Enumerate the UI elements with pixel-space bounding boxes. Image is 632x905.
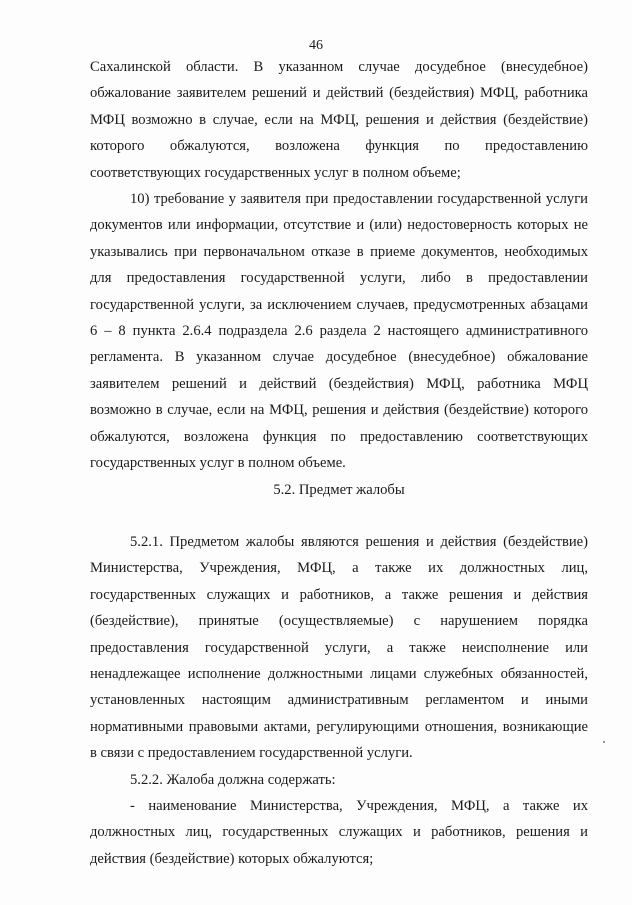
- document-body: [90, 54, 588, 872]
- section-heading: 5.2. Предмет жалобы: [273, 481, 405, 498]
- paragraph-5-2-1: 5.2.1. Предметом жалобы являются решения и действия (бездействие) Министерства, Учреждения, МФЦ, а также их должностных лиц, государственных служащих и работников, а также решения и действия (бездействие), принятые (осуществляемые) с нарушением порядка предоставления государственной услуги, а также неисполнение или ненадлежащее исполнение должностными лицами служебных обязанностей, установленных настоящим административным регламентом и иными нормативными правовыми актами, регулирующими отношения, возникающие в связи с предоставлением государственной услуги.: [90, 533, 588, 762]
- paragraph-5-2-2: 5.2.2. Жалоба должна содержать:: [130, 771, 336, 788]
- page-number: 46: [309, 38, 323, 53]
- paragraph-continuation: Сахалинской области. В указанном случае досудебное (внесудебное) обжалование заявителем решений и действий (бездействия) МФЦ, работника МФЦ возможно в случае, если на МФЦ, решения и действия (бездействие) которого обжалуются, возложена функция по предоставлению соответствующих государственных услуг в полном объеме;: [90, 59, 588, 181]
- spacer: [90, 503, 588, 529]
- scan-speck: [603, 741, 605, 743]
- paragraph-item-10: 10) требование у заявителя при предоставлении государственной услуги документов или информации, отсутствие и (или) недостоверность которых не указывались при первоначальном отказе в приеме документов, необходимых для предоставления государственной услуги, либо в предоставлении государственной услуги, за исключением случаев, предусмотренных абзацами 6 – 8 пункта 2.6.4 подраздела 2.6 раздела 2 настоящего административного регламента. В указанном случае досудебное (внесудебное) обжалование заявителем решений и действий (бездействия) МФЦ, работника МФЦ возможно в случае, если на МФЦ, решения и действия (бездействие) которого обжалуются, возложена функция по предоставлению соответствующих государственных услуг в полном объеме.: [90, 191, 588, 472]
- list-item-dash: - наименование Министерства, Учреждения, МФЦ, а также их должностных лиц, государственных служащих и работников, решения и действия (бездействие) которых обжалуются;: [90, 797, 588, 867]
